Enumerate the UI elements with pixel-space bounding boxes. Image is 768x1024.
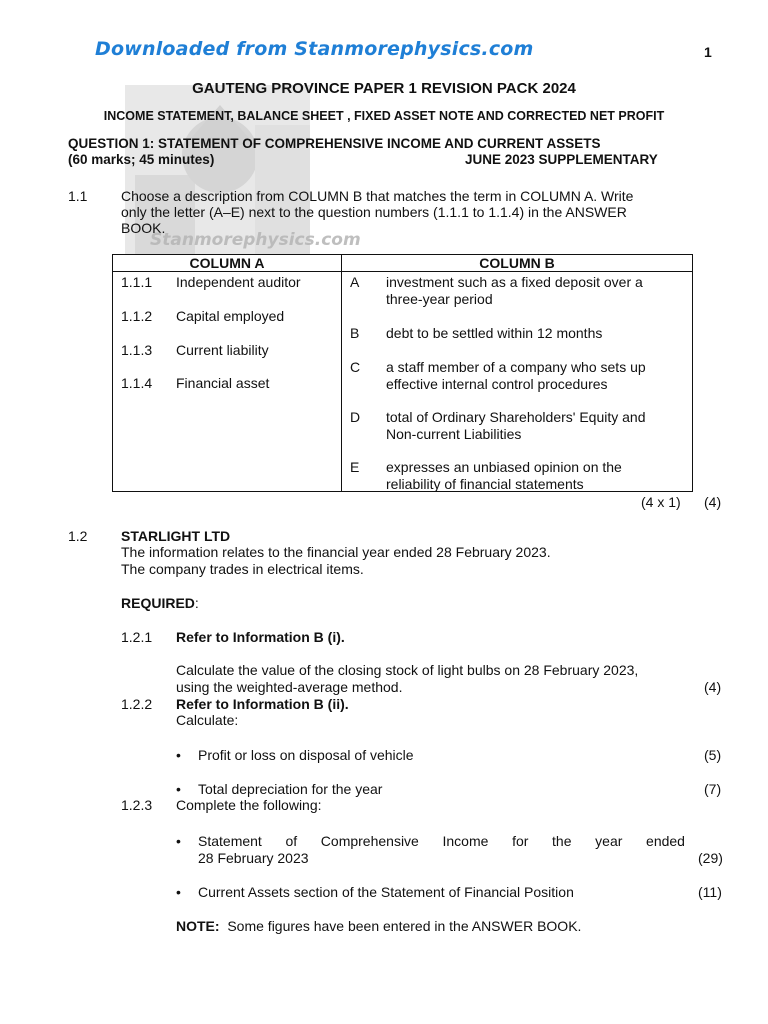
q12-info-1: The information relates to the financial year ended 28 February 2023. (121, 544, 551, 560)
page-number: 1 (704, 44, 712, 60)
q123-number: 1.2.3 (121, 797, 153, 813)
q122-item-1-marks: (5) (704, 747, 722, 763)
column-a-cell (113, 272, 342, 492)
bullet-icon: • (176, 781, 181, 797)
document-subtitle: INCOME STATEMENT, BALANCE SHEET , FIXED ASSET NOTE AND CORRECTED NET PROFIT (103, 109, 665, 123)
column-a-header: COLUMN A (113, 255, 342, 272)
q123-item-2-marks: (11) (698, 884, 722, 900)
q11-instruction-2: only the letter (A–E) next to the question numbers (1.1.1 to 1.1.4) in the ANSWER (121, 204, 627, 220)
q123-item-2: Current Assets section of the Statement of Financial Position (198, 884, 574, 900)
q122-item-2-marks: (7) (704, 781, 722, 797)
question-heading: QUESTION 1: STATEMENT OF COMPREHENSIVE INCOME AND CURRENT ASSETS (68, 136, 601, 151)
q11-instruction-3: BOOK. (121, 220, 166, 236)
site-watermark: Downloaded from Stanmorephysics.com (95, 38, 534, 60)
q123-item-1-marks: (29) (698, 850, 723, 866)
bullet-icon: • (176, 884, 181, 900)
q12-number: 1.2 (68, 528, 88, 544)
column-b-header: COLUMN B (342, 255, 693, 272)
marks-time: (60 marks; 45 minutes) (68, 152, 215, 167)
q12-info-2: The company trades in electrical items. (121, 561, 364, 577)
q121-text-2: using the weighted-average method. (176, 679, 403, 695)
q11-instruction-1: Choose a description from COLUMN B that matches the term in COLUMN A. Write (121, 188, 634, 204)
matching-table (112, 254, 693, 492)
image-watermark-text: Stanmorephysics.com (150, 230, 361, 250)
q123-text: Complete the following: (176, 797, 322, 813)
q121-text-1: Calculate the value of the closing stock of light bulbs on 28 February 2023, (176, 662, 639, 678)
column-a-item: 1.1.1 Independent auditor (121, 274, 301, 290)
q122-calculate: Calculate: (176, 712, 239, 728)
q11-marks: (4) (704, 494, 722, 510)
q121-marks: (4) (704, 679, 722, 695)
column-a-item: 1.1.3 Current liability (121, 342, 269, 358)
column-a-item: 1.1.2 Capital employed (121, 308, 285, 324)
q122-number: 1.2.2 (121, 696, 153, 712)
note: NOTE: Some figures have been entered in the ANSWER BOOK. (176, 918, 582, 934)
document-title: GAUTENG PROVINCE PAPER 1 REVISION PACK 2024 (192, 80, 576, 97)
q122-item-2: Total depreciation for the year (198, 781, 383, 797)
q123-item-1-line-1: Statement of Comprehensive Income for the year ended (198, 833, 685, 849)
company-name: STARLIGHT LTD (121, 528, 231, 544)
q11-marks-calc: (4 x 1) (641, 494, 681, 510)
exam-session: JUNE 2023 SUPPLEMENTARY (465, 152, 658, 167)
q121-reference: Refer to Information B (i). (176, 629, 345, 645)
q122-reference: Refer to Information B (ii). (176, 696, 349, 712)
required-heading: REQUIRED: (121, 595, 199, 611)
column-b-cell: A investment such as a fixed deposit over a three-year period B debt to be settled within 12 months C a staff member of a company who sets up effective internal control procedures D total of Ordinary Shareholders' Equity and Non-current Liabilities E expresses an unbiased opinion on the reliability of financial statements (342, 272, 693, 492)
q123-item-1-line-2: 28 February 2023 (198, 850, 309, 866)
q121-number: 1.2.1 (121, 629, 153, 645)
column-a-item: 1.1.4 Financial asset (121, 375, 270, 391)
q122-item-1: Profit or loss on disposal of vehicle (198, 747, 414, 763)
bullet-icon: • (176, 747, 181, 763)
q11-number: 1.1 (68, 188, 88, 204)
bullet-icon: • (176, 833, 181, 849)
